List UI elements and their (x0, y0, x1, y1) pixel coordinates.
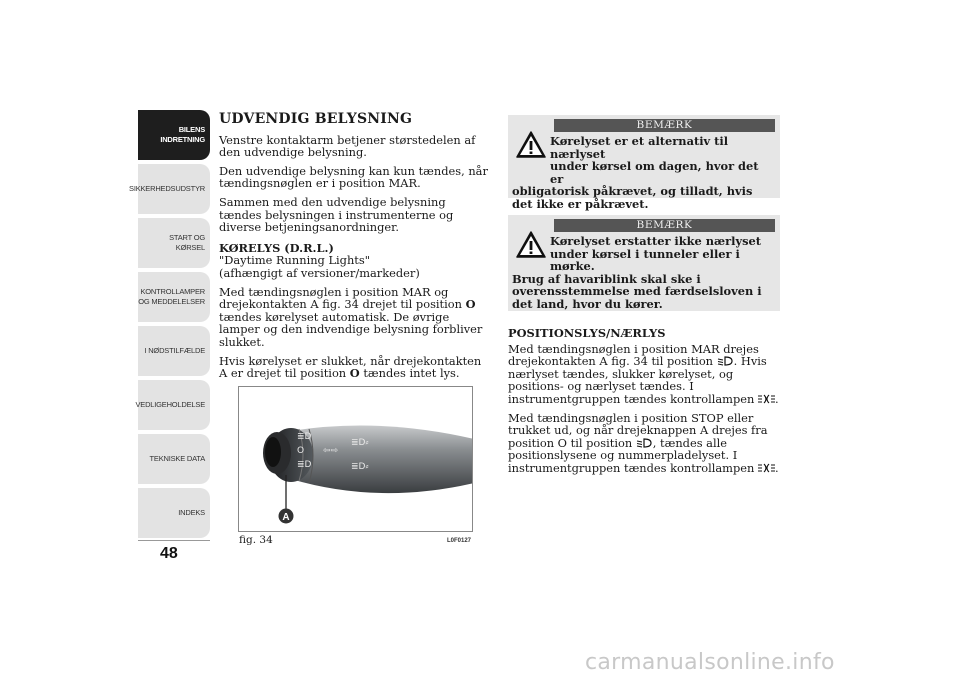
tab-label: VEDLIGEHOLDELSE (135, 400, 205, 409)
note-line: Kørelyset er et alternativ til nærlyset (550, 134, 729, 161)
figure-caption: fig. 34 (239, 534, 273, 546)
note-header: BEMÆRK (554, 119, 775, 132)
text: tændes kørelyset automatisk. De øvrige lamper og den indvendige belysning forbliver slukket. (219, 309, 483, 349)
note-body (512, 135, 775, 211)
text: . (774, 391, 779, 406)
note-body (512, 235, 775, 311)
paragraph: Venstre kontaktarm betjener størstedelen af den udvendige belysning. (219, 132, 476, 160)
position-light-icon (758, 463, 775, 473)
tab-kontrollamper[interactable] (138, 272, 210, 322)
divider (138, 540, 210, 541)
page-number: 48 (160, 545, 178, 562)
tab-i-nodstilfaelde[interactable] (138, 326, 210, 376)
paragraph: Den udvendige belysning kan kun tændes, når tændingsnøglen er i position MAR. (219, 163, 488, 191)
paragraph (219, 286, 491, 349)
position-o-symbol: O (349, 366, 360, 381)
position-light-icon (758, 394, 775, 404)
tab-label: SIKKERHEDSUDSTYR (129, 184, 205, 193)
subheading-line: (afhængigt af versioner/markeder) (219, 265, 420, 280)
note-box-2 (508, 215, 780, 311)
note-line: Brug af havariblink skal ske i overensstemmelse med færdselsloven i det land, hvor du kører. (512, 271, 762, 311)
text: tændes intet lys. (363, 366, 460, 381)
position-light-icon: ≣D (297, 460, 312, 470)
tab-label: KONTROLLAMPER OG MEDDELELSER (138, 287, 205, 306)
note-line: obligatorisk påkrævet, og tilladt, hvis det ikke er påkrævet. (512, 184, 753, 211)
tab-label: INDEKS (178, 508, 205, 517)
position-o-symbol: O (465, 297, 476, 312)
low-beam-icon (636, 438, 653, 448)
tab-indeks[interactable] (138, 488, 210, 538)
text: Med tændingsnøglen i position MAR og drejekontakten A fig. 34 drejet til position (219, 284, 462, 312)
paragraph (219, 355, 491, 380)
text: . Hvis nærlyset tændes, slukker kørelyset, og positions- og nærlyset tændes. I instrumentgruppen tændes kontrollampen (508, 354, 767, 406)
paragraph (508, 343, 780, 406)
subheading: KØRELYS (D.R.L.) (219, 240, 334, 255)
warning-triangle-icon (516, 131, 546, 158)
note-box-1 (508, 115, 780, 211)
tab-start-og-korsel[interactable] (138, 218, 210, 268)
low-beam-icon (717, 356, 734, 366)
section-title: UDVENDIG BELYSNING (219, 111, 413, 127)
text: , tændes alle positionslysene og nummerpladelyset. I instrumentgruppen tændes kontrollampen (508, 435, 755, 475)
tab-label: I NØDSTILFÆLDE (144, 346, 205, 355)
left-column (219, 113, 491, 386)
text: . (774, 460, 779, 475)
tab-label: BILENS INDRETNING (160, 125, 205, 144)
drl-arrows-icon: ⇦⇨ (323, 446, 339, 456)
high-beam-icon: ≣D⸗ (351, 438, 369, 448)
paragraph (508, 412, 780, 475)
watermark: carmanualsonline.info (585, 650, 835, 675)
text: Hvis kørelyset er slukket, når drejekontakten A er drejet til position (219, 353, 482, 381)
position-o-icon: O (297, 446, 305, 456)
note-line: Kørelyset erstatter ikke nærlyset (550, 234, 761, 248)
text: Med tændingsnøglen i position STOP eller trukket ud, og når drejeknappen A drejes fra position O til position (508, 410, 768, 450)
flash-icon: ≣D⸗ (351, 462, 369, 472)
light-stalk-illustration (239, 387, 473, 532)
low-beam-icon: ≣D (297, 432, 312, 442)
note-line: under kørsel i tunneler eller i mørke. (550, 246, 740, 274)
tab-label: TEKNISKE DATA (149, 454, 205, 463)
text: Med tændingsnøglen i position MAR drejes drejekontakten A fig. 34 til position (508, 341, 759, 369)
tab-label: START OG KØRSEL (169, 233, 205, 252)
figure-light-switch-stalk (238, 386, 473, 532)
note-header: BEMÆRK (554, 219, 775, 232)
callout-label: A (282, 512, 290, 523)
figure-code: L0F0127 (447, 538, 472, 544)
note-line: under kørsel om dagen, hvor det er (550, 159, 759, 186)
right-column (508, 327, 780, 481)
tab-sikkerhedsudstyr[interactable] (129, 164, 210, 214)
paragraph: Sammen med den udvendige belysning tændes belysningen i instrumenterne og diverse betjeningsanordninger. (219, 194, 454, 235)
subheading-line: "Daytime Running Lights" (219, 253, 370, 268)
tab-vedligeholdelse[interactable] (135, 380, 210, 430)
subheading: POSITIONSLYS/NÆRLYS (508, 326, 666, 340)
tab-tekniske-data[interactable] (138, 434, 210, 484)
warning-triangle-icon (516, 231, 546, 258)
tab-bilens-indretning[interactable] (138, 110, 210, 160)
